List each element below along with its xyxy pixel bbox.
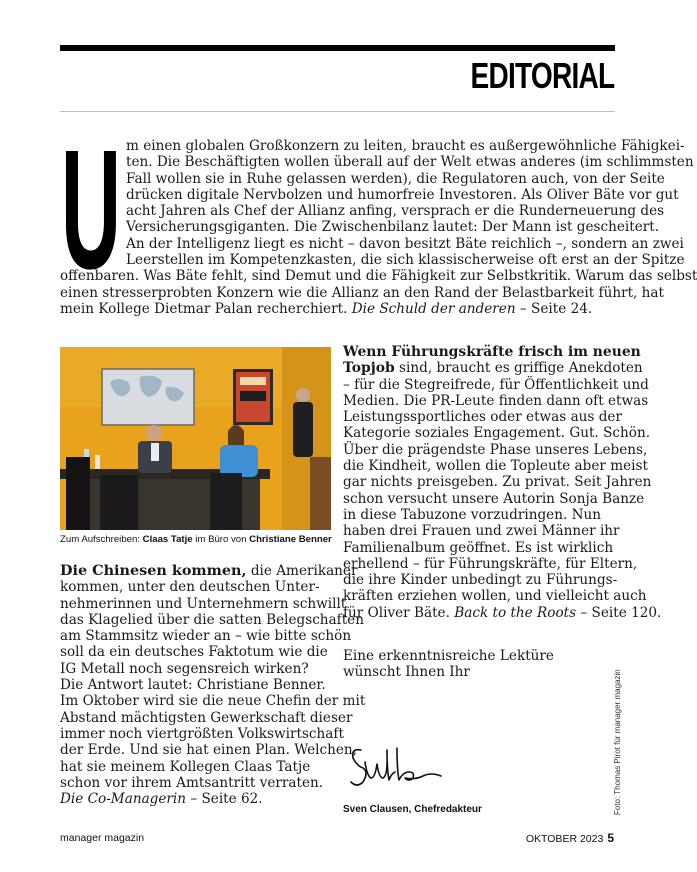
left-col-line: IG Metall noch segensreich wirken? <box>60 660 309 677</box>
photo-caption <box>60 534 335 545</box>
lead-in: Wenn Führungskräfte frisch im neuen <box>343 344 641 360</box>
right-col-line: Kategorie soziales Engagement. Gut. Schön. <box>343 425 651 442</box>
left-col-line <box>60 791 330 807</box>
right-col-line: haben drei Frauen und zwei Männer ihr <box>343 523 620 540</box>
dropcap-letter: U <box>61 115 121 305</box>
intro-line: Fall wollen sie in Ruhe gelassen werden), die Regulatoren auch, von der Seite <box>126 170 665 187</box>
intro-line: m einen globalen Großkonzern zu leiten, braucht es außergewöhnliche Fähigkei- <box>126 138 685 154</box>
caption-person: Christiane Benner <box>249 534 332 545</box>
left-col-line: Abstand mächtigsten Gewerkschaft dieser <box>60 709 353 726</box>
right-col-line: die Kindheit, wollen die Topleute aber meist <box>343 458 648 475</box>
left-col-line: Die Antwort lautet: Christiane Benner. <box>60 677 326 694</box>
intro-line: Leerstellen im Kompetenzkasten, die sich klassischerweise oft erst an der Spitze <box>126 252 685 269</box>
left-column-text <box>60 562 366 808</box>
page-reference: – Seite 24. <box>515 300 593 317</box>
right-col-line <box>343 604 662 621</box>
article-reference: Die Schuld der anderen <box>351 300 516 317</box>
intro-line: einen stresserprobten Konzern wie die Allianz an den Rand der Belastbarkeit führt, hat <box>60 284 664 301</box>
left-col-line: am Stammsitz wieder an – wie bitte schön <box>60 628 352 645</box>
closing-text <box>343 648 554 681</box>
handwritten-signature <box>347 740 442 790</box>
lead-in: Topjob <box>343 360 395 377</box>
page-reference: – Seite 120. <box>576 604 662 621</box>
left-col-line: Im Oktober wird sie die neue Chefin der mit <box>60 693 366 710</box>
page-reference: – Seite 62. <box>186 791 263 808</box>
dropcap <box>60 115 122 305</box>
article-reference: Die Co-Managerin <box>60 791 187 808</box>
right-col-line: Medien. Die PR-Leute finden dann oft etwas <box>343 392 649 409</box>
closing-line: Eine erkenntnisreiche Lektüre <box>343 648 554 664</box>
right-col-line: die ihre Kinder unbedingt zu Führungs- <box>343 572 618 589</box>
office-photo <box>60 347 331 530</box>
right-col-line: gar nichts preisgeben. Zu privat. Seit Jahren <box>343 474 652 491</box>
intro-line: offenbaren. Was Bäte fehlt, sind Demut und die Fähigkeit zur Selbstkritik. Warum das selbst <box>60 268 697 285</box>
intro-last-line <box>60 301 616 317</box>
caption-middle: im Büro von <box>192 534 250 545</box>
signature-name: Sven Clausen, Chefredakteur <box>343 804 482 815</box>
photo-credit: Foto: Thomas Pirot für manager magazin <box>613 669 622 815</box>
left-col-line: schon vor ihrem Amtsantritt verraten. <box>60 774 324 791</box>
section-title: EDITORIAL <box>470 55 614 96</box>
left-col-line: nehmerinnen und Unternehmern schwillt <box>60 595 347 612</box>
article-reference: Back to the Roots <box>454 604 577 621</box>
page-number: 5 <box>607 831 614 845</box>
right-col-text: sind, braucht es griffige Anekdoten <box>394 360 643 377</box>
right-col-line: Leistungssportliches oder etwas aus der <box>343 409 622 426</box>
footer-issue <box>526 831 614 845</box>
right-col-line: erhellend – für Führungskräfte, für Eltern, <box>343 555 638 572</box>
right-col-line: schon versucht unsere Autorin Sonja Banze <box>343 490 645 507</box>
left-col-line <box>60 562 358 579</box>
right-col-line: – für die Stegreifrede, für Öffentlichkeit und <box>343 376 649 393</box>
caption-person: Claas Tatje <box>142 534 193 545</box>
intro-line: Versicherungsgiganten. Die Zwischenbilanz lautet: Der Mann ist gescheitert. <box>126 219 660 236</box>
right-col-line: in diese Tabuzone vorzudringen. Nun <box>343 506 602 523</box>
intro-line: ten. Die Beschäftigten wollen überall auf der Welt etwas anderes (im schlimmsten <box>126 154 694 171</box>
intro-line: An der Intelligenz liegt es nicht – davon besitzt Bäte reichlich –, sondern an zwei <box>126 235 684 252</box>
right-col-line <box>343 360 643 377</box>
right-col-line: Über die prägendste Phase unseres Lebens, <box>343 441 648 458</box>
left-col-text: die Amerikaner <box>246 563 358 579</box>
intro-line: drücken digitale Nervbolzen und humorfreie Investoren. Als Oliver Bäte vor gut <box>126 186 679 203</box>
right-col-line: Familienalbum geöffnet. Es ist wirklich <box>343 539 614 556</box>
left-col-line: immer noch viertgrößten Volkswirtschaft <box>60 725 344 742</box>
right-col-line: kräften erziehen wollen, und vielleicht auch <box>343 588 647 605</box>
header-divider <box>60 111 615 112</box>
right-col-text: für Oliver Bäte. <box>343 604 455 621</box>
intro-paragraph <box>60 115 697 317</box>
left-col-line: kommen, unter den deutschen Unter- <box>60 579 320 596</box>
caption-prefix: Zum Aufschreiben: <box>60 534 143 545</box>
intro-text: mein Kollege Dietmar Palan recherchiert. <box>60 300 352 317</box>
left-col-line: das Klagelied über die satten Belegschaften <box>60 611 364 628</box>
lead-in: Die Chinesen kommen, <box>60 562 247 579</box>
intro-line: acht Jahren als Chef der Allianz anfing, versprach er die Runderneuerung des <box>126 203 665 220</box>
left-col-line: soll da ein deutsches Faktotum wie die <box>60 644 328 661</box>
closing-line: wünscht Ihnen Ihr <box>343 664 470 681</box>
right-column-text <box>343 344 662 621</box>
issue-date: OKTOBER 2023 <box>525 833 604 845</box>
top-rule <box>60 45 615 51</box>
left-col-line: hat sie meinem Kollegen Claas Tatje <box>60 758 311 775</box>
footer-publication: manager magazin <box>60 832 145 844</box>
left-col-line: der Erde. Und sie hat einen Plan. Welchen, <box>60 742 357 759</box>
